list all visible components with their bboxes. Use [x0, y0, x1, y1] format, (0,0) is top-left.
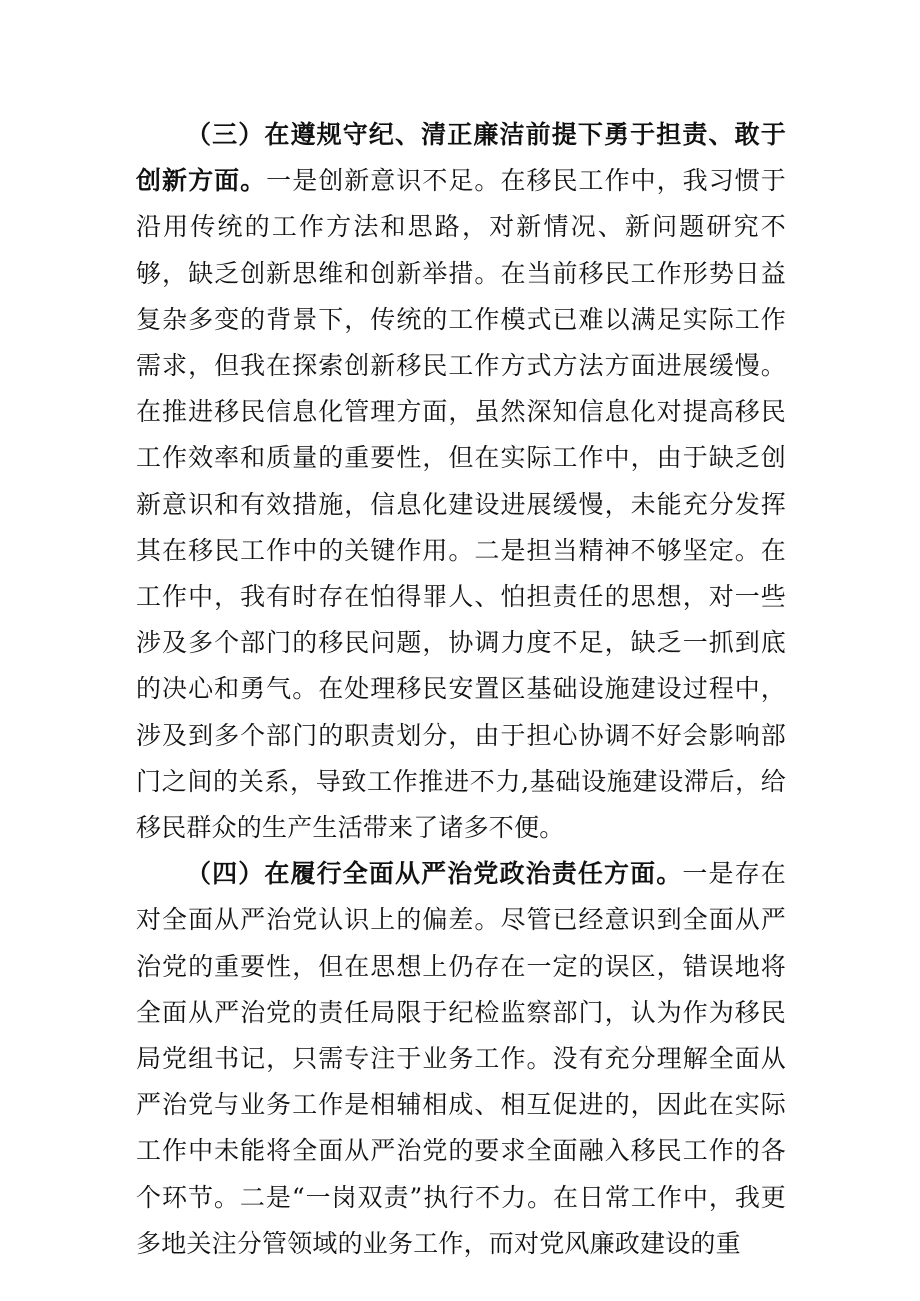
section-heading-four: （四）在履行全面从严治党政治责任方面。: [186, 859, 683, 889]
paragraph-section-four: [136, 851, 786, 1267]
paragraph-section-three: [136, 112, 786, 851]
section-body-three: 一是创新意识不足。在移民工作中，我习惯于沿用传统的工作方法和思路，对新情况、新问题研究不够，缺乏创新思维和创新举措。在当前移民工作形势日益复杂多变的背景下，传统的工作模式已难以满足实际工作需求，但我在探索创新移民工作方式方法方面进展缓慢。在推进移民信息化管理方面，虽然深知信息化对提高移民工作效率和质量的重要性，但在实际工作中，由于缺乏创新意识和有效措施，信息化建设进展缓慢，未能充分发挥其在移民工作中的关键作用。二是担当精神不够坚定。在工作中，我有时存在怕得罪人、怕担责任的思想，对一些涉及多个部门的移民问题，协调力度不足，缺乏一抓到底的决心和勇气。在处理移民安置区基础设施建设过程中，涉及到多个部门的职责划分，由于担心协调不好会影响部门之间的关系，导致工作推进不力,基础设施建设滞后，给移民群众的生产生活带来了诸多不便。: [136, 166, 786, 843]
section-body-four: 一是存在对全面从严治党认识上的偏差。尽管已经意识到全面从严治党的重要性，但在思想上仍存在一定的误区，错误地将全面从严治党的责任局限于纪检监察部门，认为作为移民局党组书记，只需专注于业务工作。没有充分理解全面从严治党与业务工作是相辅相成、相互促进的，因此在实际工作中未能将全面从严治党的要求全面融入移民工作的各个环节。二是“一岗双责”执行不力。在日常工作中，我更多地关注分管领域的业务工作，而对党风廉政建设的重: [136, 859, 786, 1258]
document-page: [136, 112, 786, 1267]
section-heading-three: （三）在遵规守纪、清正廉洁前提下勇于担责、敢于创新方面。: [136, 120, 786, 196]
